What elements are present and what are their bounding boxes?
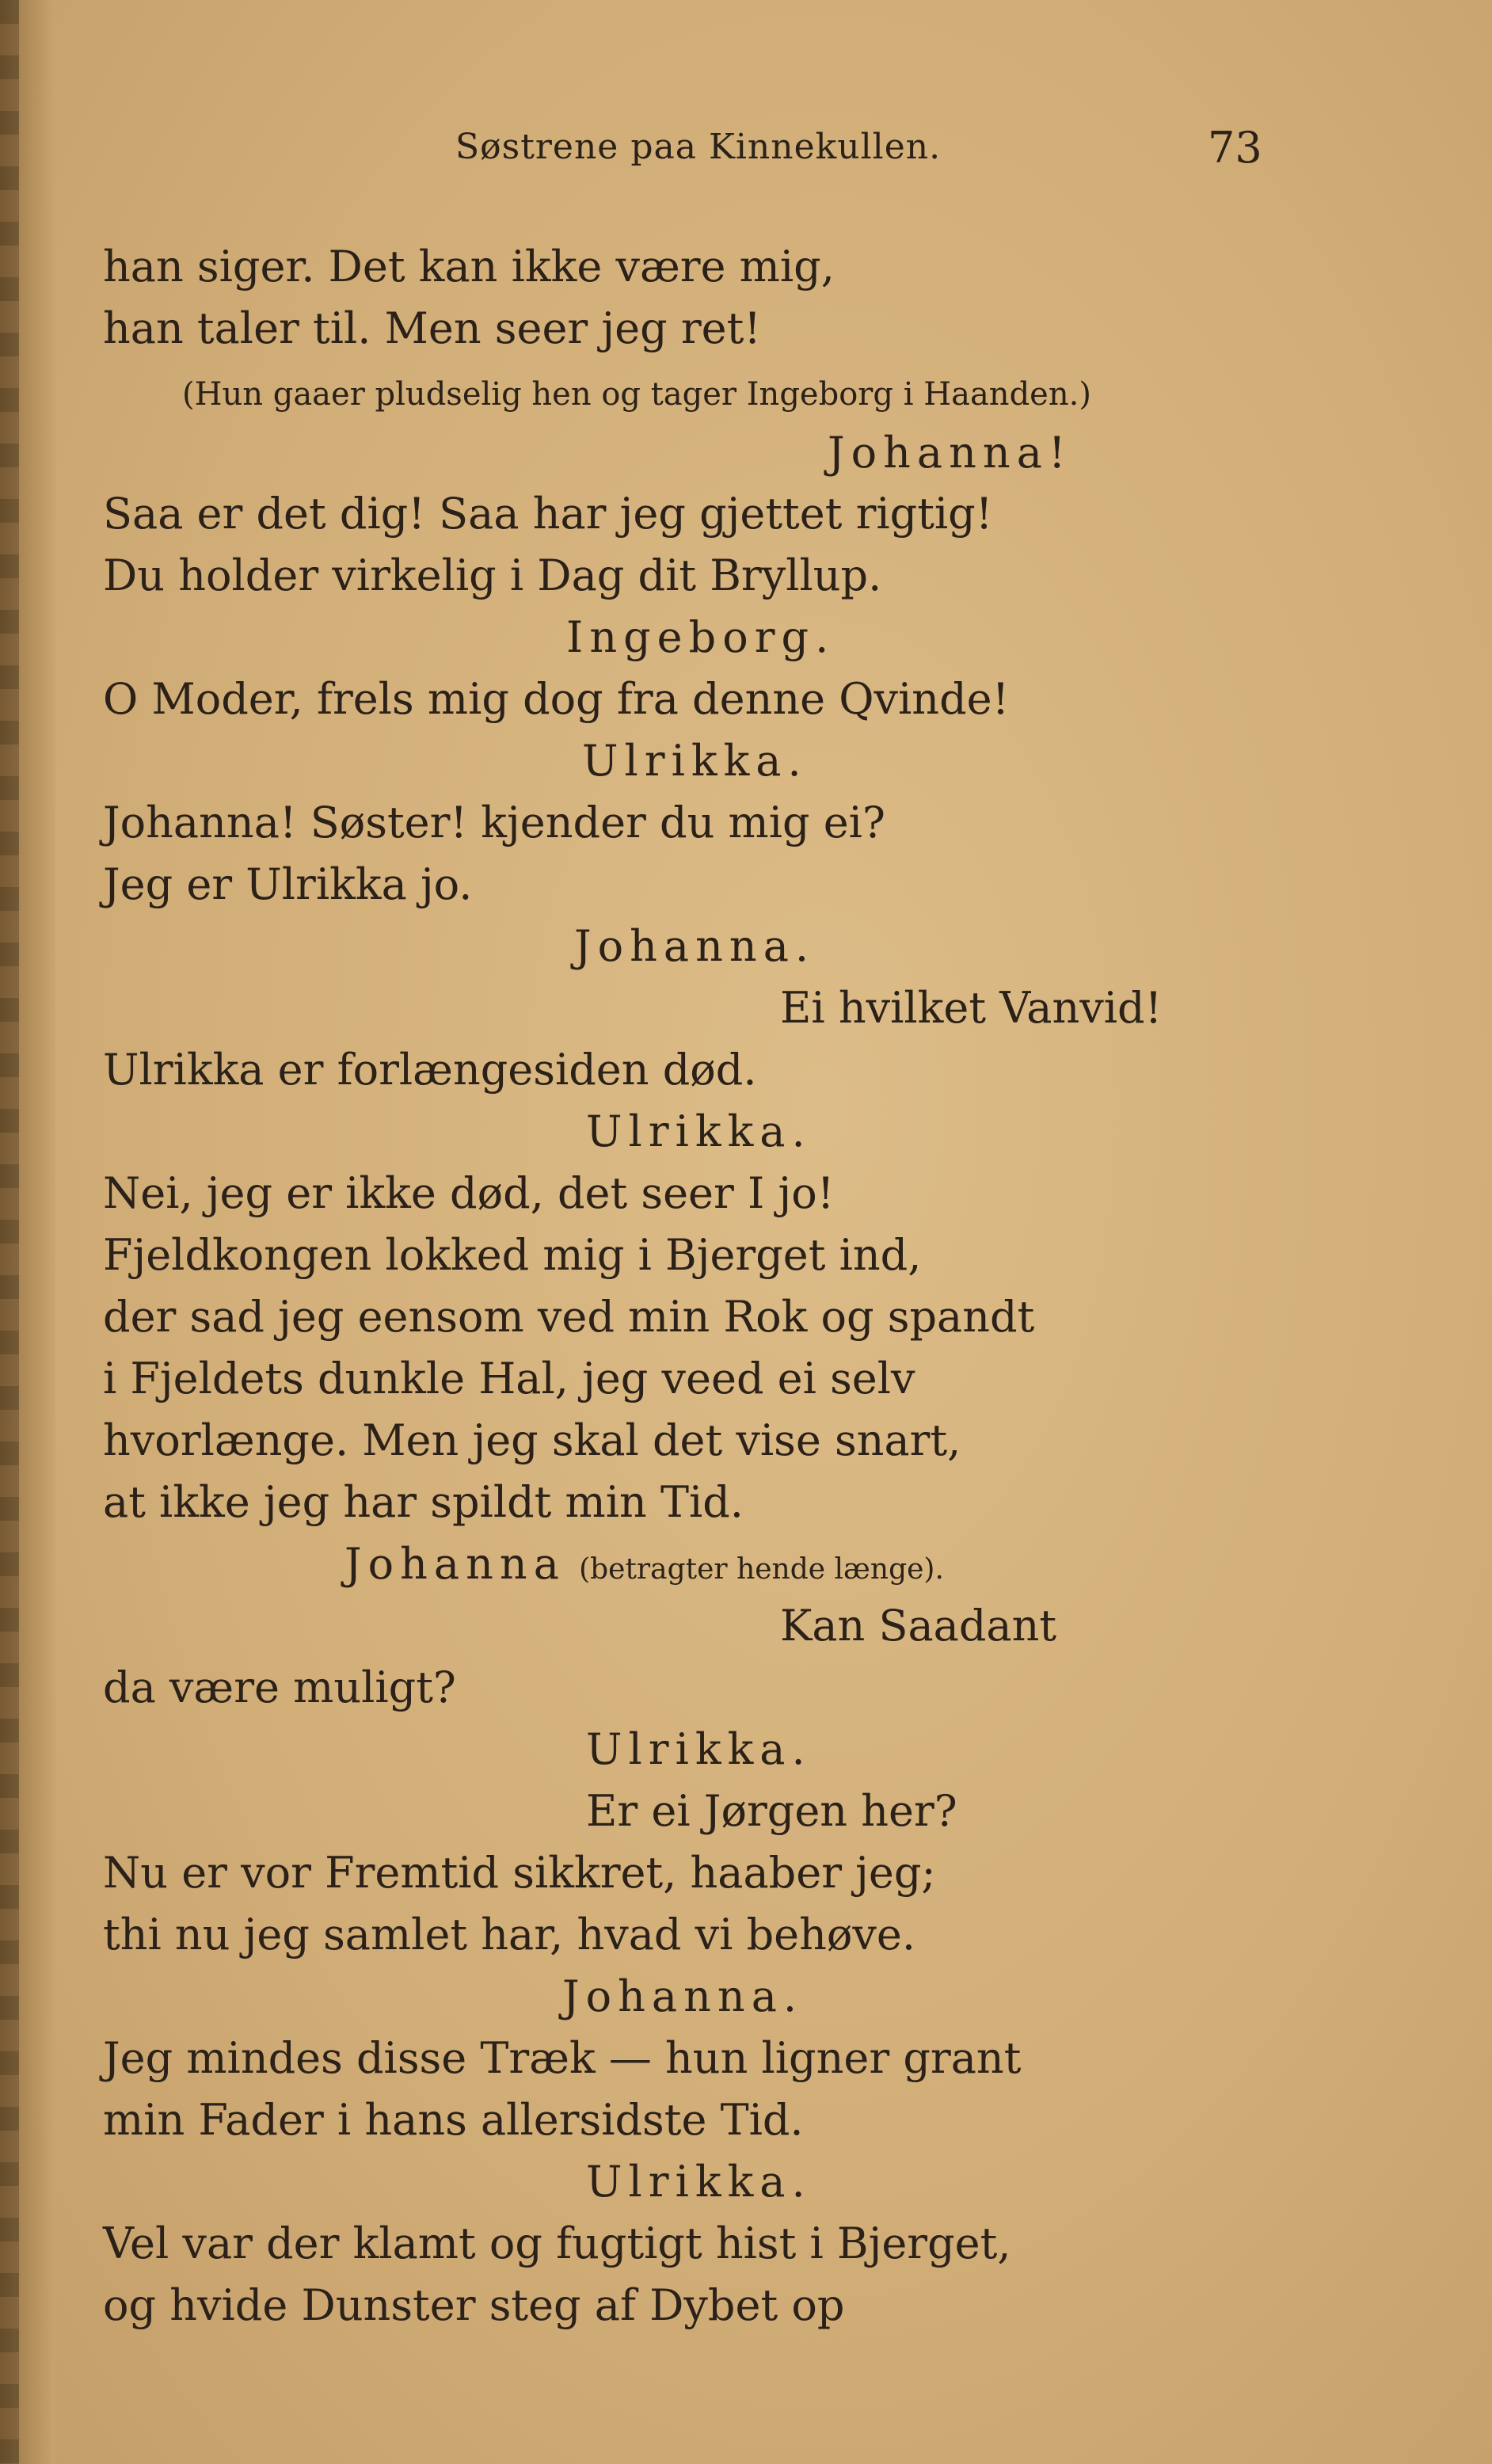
verse-line: Ei hvilket Vanvid! [780,983,1163,1033]
speaker-name: Johanna [344,1539,565,1589]
verse-line: min Fader i hans allersidste Tid. [103,2095,804,2145]
verse-line: Fjeldkongen lokked mig i Bjerget ind, [103,1230,922,1280]
verse-line: i Fjeldets dunkle Hal, jeg veed ei selv [103,1354,915,1403]
running-head: Søstrene paa Kinnekullen. [455,127,942,167]
verse-line: han taler til. Men seer jeg ret! [103,303,761,353]
page-number: 73 [1208,123,1262,173]
verse-line: hvorlænge. Men jeg skal det vise snart, [103,1415,961,1465]
verse-line: da være muligt? [103,1662,456,1712]
speaker-name: Ingeborg. [566,612,835,662]
verse-line: thi nu jeg samlet har, hvad vi behøve. [103,1910,916,1959]
verse-line: Jeg er Ulrikka jo. [103,859,473,909]
verse-line: Saa er det dig! Saa har jeg gjettet rigtig! [103,489,993,539]
page-edge-shadow [0,0,19,2464]
speaker-name: Johanna. [562,1971,804,2021]
verse-line: Kan Saadant [780,1601,1057,1651]
verse-line: Du holder virkelig i Dag dit Bryllup. [103,550,882,600]
verse-line: Vel var der klamt og fugtigt hist i Bjerget, [103,2218,1011,2268]
speaker-name: Ulrikka. [586,1724,812,1774]
verse-line: at ikke jeg har spildt min Tid. [103,1477,744,1527]
verse-line: Johanna! Søster! kjender du mig ei? [103,798,885,847]
verse-line: O Moder, frels mig dog fra denne Qvinde! [103,674,1010,724]
verse-line: Er ei Jørgen her? [586,1786,957,1836]
speaker-name: Ulrikka. [586,1106,812,1156]
verse-line: Nu er vor Fremtid sikkret, haaber jeg; [103,1848,936,1898]
speaker-name: Ulrikka. [582,736,808,786]
stage-direction: (Hun gaaer pludselig hen og tager Ingeborg i Haanden.) [182,376,1091,413]
verse-line: Nei, jeg er ikke død, det seer I jo! [103,1168,835,1218]
verse-line: Jeg mindes disse Træk — hun ligner grant [103,2033,1022,2083]
verse-line: Ulrikka er forlængesiden død. [103,1045,757,1095]
speaker-with-direction [344,1539,944,1589]
stage-direction: (betragter hende længe). [579,1553,944,1586]
verse-line: han siger. Det kan ikke være mig, [103,242,835,291]
verse-line: der sad jeg eensom ved min Rok og spandt [103,1292,1035,1342]
speaker-name: Johanna! [828,428,1072,478]
speaker-name: Ulrikka. [586,2157,812,2207]
verse-line: og hvide Dunster steg af Dybet op [103,2280,845,2330]
speaker-name: Johanna. [574,921,816,971]
